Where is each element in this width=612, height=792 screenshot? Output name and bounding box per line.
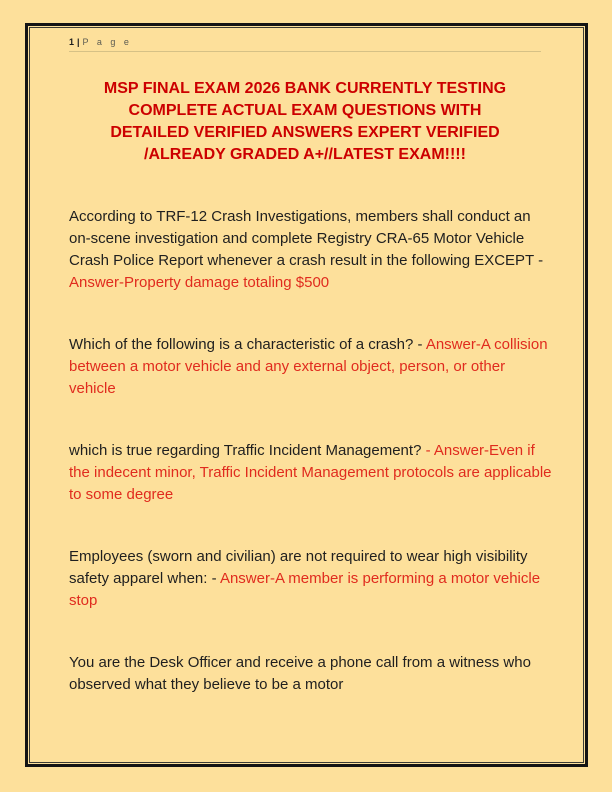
title-line-3: DETAILED VERIFIED ANSWERS EXPERT VERIFIED — [110, 124, 500, 141]
qa-item-1 — [69, 206, 553, 294]
answer-text: Answer-A collision between a motor vehicle and any external object, person, or other vehicle — [69, 336, 548, 397]
question-text: According to TRF-12 Crash Investigations, members shall conduct an on-scene investigation and complete Registry CRA-65 Motor Vehicle Crash Police Report whenever a crash result in the following EXCEPT - — [69, 208, 544, 269]
document-content — [30, 28, 583, 762]
answer-text: Answer-Property damage totaling $500 — [69, 274, 330, 291]
title-line-1: MSP FINAL EXAM 2026 BANK CURRENTLY TESTING — [103, 80, 507, 97]
answer-text: Answer-A member is performing a motor vehicle stop — [69, 570, 541, 609]
answer-text: - Answer-Even if the indecent minor, Traffic Incident Management protocols are applicable to some degree — [69, 442, 552, 503]
question-text: Which of the following is a characteristic of a crash? - — [69, 336, 426, 353]
title-line-4: /ALREADY GRADED A+//LATEST EXAM!!!! — [144, 146, 466, 163]
qa-item-3 — [69, 440, 553, 506]
qa-item-2 — [69, 334, 553, 400]
question-text: Employees (sworn and civilian) are not required to wear high visibility safety apparel when: - — [69, 548, 528, 587]
exam-title — [69, 78, 541, 166]
page-header-label: P a g e — [82, 37, 132, 47]
document-frame-inner-border — [29, 27, 584, 763]
page-header — [69, 36, 541, 52]
page-number: 1 — [69, 37, 75, 47]
qa-item-5 — [69, 652, 553, 696]
document-frame — [25, 23, 588, 767]
question-text: You are the Desk Officer and receive a phone call from a witness who observed what they believe to be a motor — [69, 654, 531, 693]
page-header-divider: | — [77, 37, 80, 47]
title-line-2: COMPLETE ACTUAL EXAM QUESTIONS WITH — [128, 102, 482, 119]
qa-item-4 — [69, 546, 553, 612]
question-text: which is true regarding Traffic Incident Management? — [69, 442, 426, 459]
